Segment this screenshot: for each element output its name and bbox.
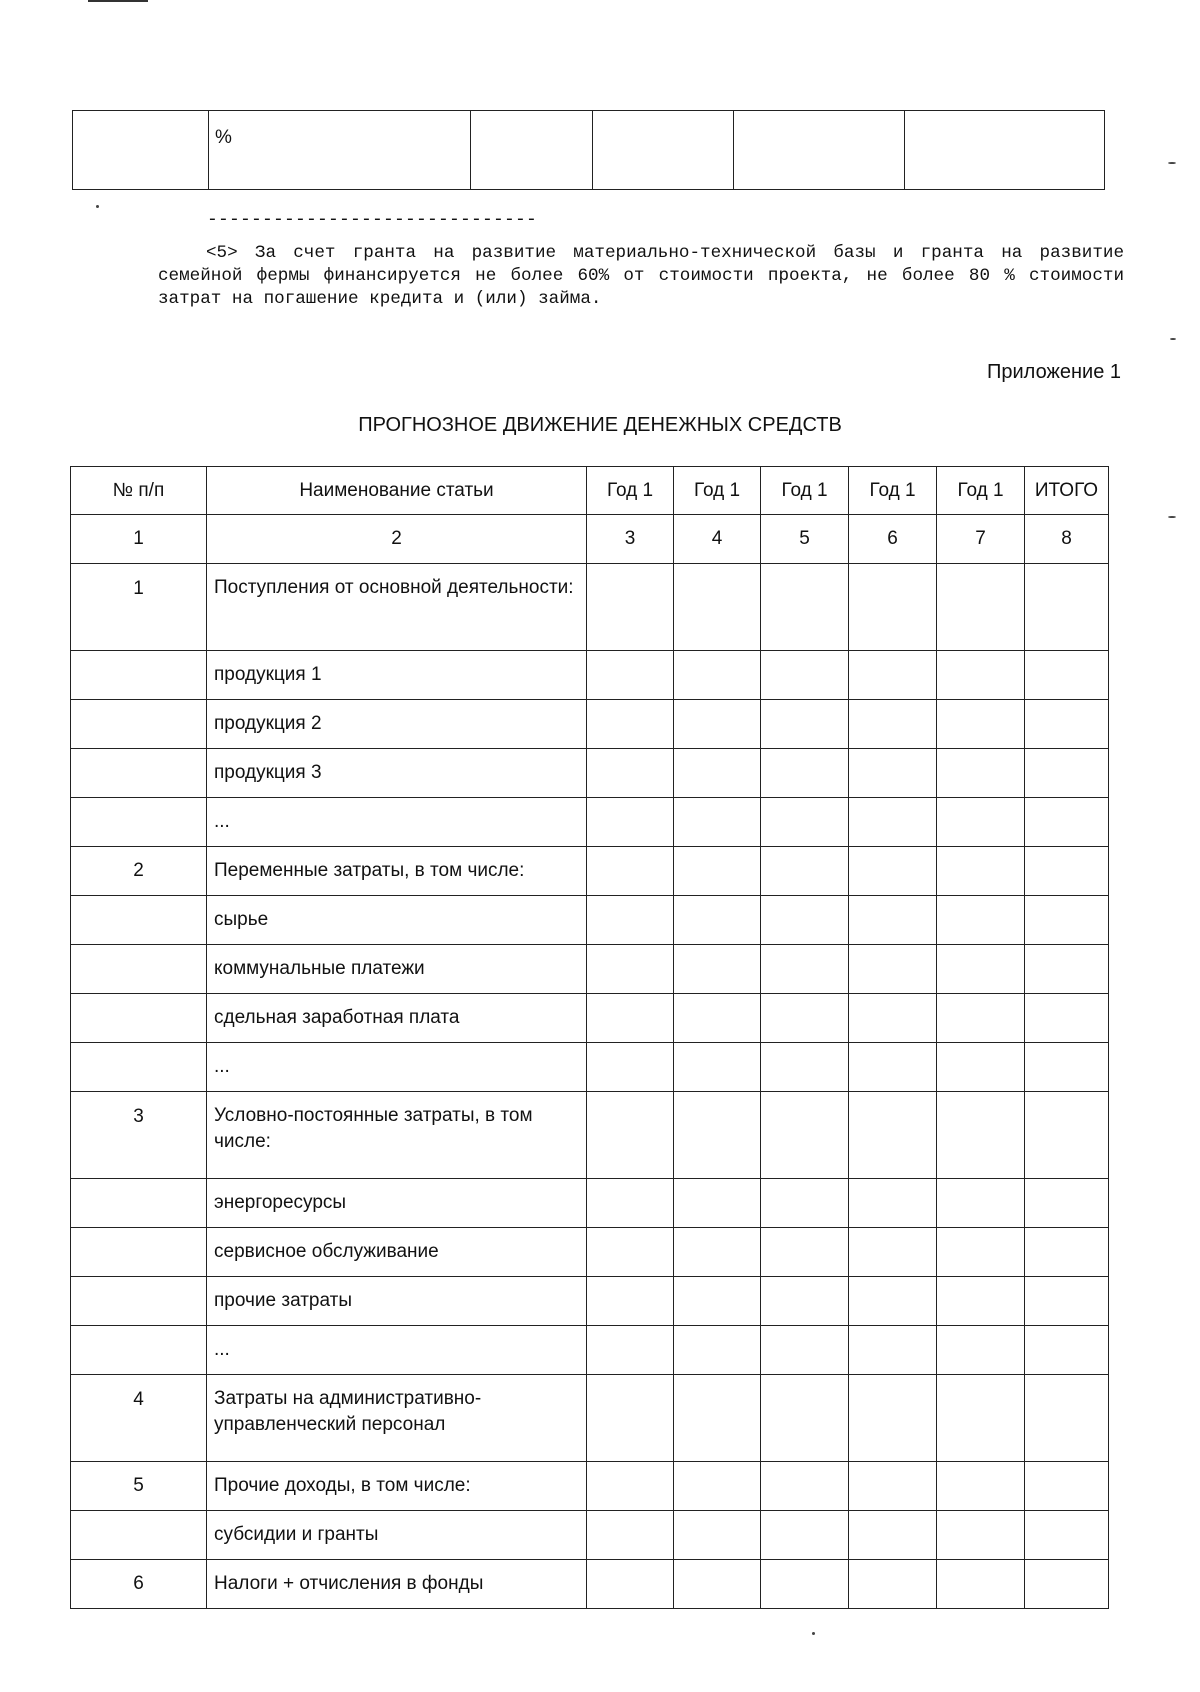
value-cell bbox=[1025, 798, 1109, 847]
header-cell: Год 1 bbox=[761, 467, 849, 515]
value-cell bbox=[849, 1092, 937, 1179]
value-cell bbox=[587, 945, 674, 994]
table-row bbox=[71, 1462, 1109, 1511]
value-cell bbox=[761, 1228, 849, 1277]
row-number-cell bbox=[71, 1326, 207, 1375]
row-name-cell: коммунальные платежи bbox=[207, 945, 587, 994]
table-row bbox=[71, 945, 1109, 994]
value-cell bbox=[674, 1277, 761, 1326]
value-cell bbox=[849, 700, 937, 749]
table-row bbox=[71, 749, 1109, 798]
continuation-cell bbox=[905, 111, 1105, 190]
value-cell bbox=[587, 1511, 674, 1560]
row-name-cell: продукция 3 bbox=[207, 749, 587, 798]
row-number-cell bbox=[71, 749, 207, 798]
row-name-cell: сырье bbox=[207, 896, 587, 945]
value-cell bbox=[674, 564, 761, 651]
table-row bbox=[71, 1092, 1109, 1179]
row-number-cell: 2 bbox=[71, 847, 207, 896]
value-cell bbox=[1025, 749, 1109, 798]
value-cell bbox=[849, 896, 937, 945]
row-name-cell: субсидии и гранты bbox=[207, 1511, 587, 1560]
table-row bbox=[71, 1277, 1109, 1326]
value-cell bbox=[1025, 564, 1109, 651]
value-cell bbox=[761, 994, 849, 1043]
value-cell bbox=[674, 1092, 761, 1179]
row-name-cell: продукция 2 bbox=[207, 700, 587, 749]
value-cell bbox=[1025, 1277, 1109, 1326]
value-cell bbox=[587, 1326, 674, 1375]
row-name-cell: энергоресурсы bbox=[207, 1179, 587, 1228]
table-header-row bbox=[71, 467, 1109, 515]
value-cell bbox=[1025, 1511, 1109, 1560]
value-cell bbox=[937, 1043, 1025, 1092]
table-row bbox=[71, 1375, 1109, 1462]
value-cell bbox=[674, 749, 761, 798]
value-cell bbox=[587, 564, 674, 651]
value-cell bbox=[1025, 994, 1109, 1043]
header-cell: Наименование статьи bbox=[207, 467, 587, 515]
value-cell bbox=[674, 1375, 761, 1462]
value-cell bbox=[937, 749, 1025, 798]
value-cell bbox=[849, 1228, 937, 1277]
value-cell bbox=[937, 651, 1025, 700]
value-cell bbox=[674, 651, 761, 700]
row-name-cell: ... bbox=[207, 798, 587, 847]
value-cell bbox=[1025, 1092, 1109, 1179]
table-row bbox=[71, 564, 1109, 651]
value-cell bbox=[674, 1228, 761, 1277]
value-cell bbox=[849, 1326, 937, 1375]
column-number-cell: 6 bbox=[849, 515, 937, 564]
scan-speck bbox=[96, 205, 99, 208]
value-cell bbox=[761, 1043, 849, 1092]
value-cell bbox=[937, 1179, 1025, 1228]
value-cell bbox=[674, 1511, 761, 1560]
row-name-cell: Условно-постоянные затраты, в том числе: bbox=[207, 1092, 587, 1179]
value-cell bbox=[849, 1462, 937, 1511]
value-cell bbox=[937, 1560, 1025, 1609]
value-cell bbox=[849, 1375, 937, 1462]
header-cell: Год 1 bbox=[587, 467, 674, 515]
table-row bbox=[71, 847, 1109, 896]
row-number-cell bbox=[71, 1228, 207, 1277]
value-cell bbox=[849, 1560, 937, 1609]
header-cell: Год 1 bbox=[674, 467, 761, 515]
value-cell bbox=[761, 798, 849, 847]
value-cell bbox=[849, 564, 937, 651]
row-number-cell: 1 bbox=[71, 564, 207, 651]
header-cell: Год 1 bbox=[849, 467, 937, 515]
value-cell bbox=[1025, 651, 1109, 700]
row-number-cell bbox=[71, 1511, 207, 1560]
value-cell bbox=[1025, 1375, 1109, 1462]
row-name-cell: сервисное обслуживание bbox=[207, 1228, 587, 1277]
value-cell bbox=[849, 1511, 937, 1560]
document-title: ПРОГНОЗНОЕ ДВИЖЕНИЕ ДЕНЕЖНЫХ СРЕДСТВ bbox=[358, 414, 842, 436]
scan-speck bbox=[1170, 338, 1176, 340]
value-cell bbox=[849, 798, 937, 847]
value-cell bbox=[674, 1326, 761, 1375]
value-cell bbox=[674, 994, 761, 1043]
value-cell bbox=[761, 1462, 849, 1511]
value-cell bbox=[849, 847, 937, 896]
row-name-cell: продукция 1 bbox=[207, 651, 587, 700]
column-number-cell: 4 bbox=[674, 515, 761, 564]
value-cell bbox=[587, 651, 674, 700]
table-row bbox=[71, 651, 1109, 700]
table-row bbox=[71, 994, 1109, 1043]
value-cell bbox=[761, 896, 849, 945]
value-cell bbox=[1025, 1228, 1109, 1277]
value-cell bbox=[761, 1375, 849, 1462]
value-cell bbox=[937, 945, 1025, 994]
value-cell bbox=[1025, 1560, 1109, 1609]
scan-speck bbox=[1168, 162, 1176, 164]
continuation-cell bbox=[593, 111, 734, 190]
value-cell bbox=[937, 1326, 1025, 1375]
row-number-cell bbox=[71, 994, 207, 1043]
value-cell bbox=[761, 1560, 849, 1609]
value-cell bbox=[937, 1277, 1025, 1326]
header-cell: Год 1 bbox=[937, 467, 1025, 515]
table-row bbox=[71, 1511, 1109, 1560]
cash-flow-table bbox=[70, 466, 1109, 1609]
value-cell bbox=[761, 651, 849, 700]
row-number-cell bbox=[71, 1179, 207, 1228]
column-number-cell: 5 bbox=[761, 515, 849, 564]
value-cell bbox=[937, 1375, 1025, 1462]
value-cell bbox=[849, 1043, 937, 1092]
value-cell bbox=[849, 1277, 937, 1326]
row-number-cell: 3 bbox=[71, 1092, 207, 1179]
value-cell bbox=[587, 1043, 674, 1092]
table-row bbox=[71, 700, 1109, 749]
value-cell bbox=[587, 1462, 674, 1511]
value-cell bbox=[849, 651, 937, 700]
column-number-cell: 8 bbox=[1025, 515, 1109, 564]
column-number-cell: 3 bbox=[587, 515, 674, 564]
footnote-separator: ------------------------------ bbox=[207, 210, 538, 230]
value-cell bbox=[937, 896, 1025, 945]
row-number-cell bbox=[71, 945, 207, 994]
row-name-cell: ... bbox=[207, 1043, 587, 1092]
value-cell bbox=[761, 700, 849, 749]
value-cell bbox=[587, 1277, 674, 1326]
continuation-cell bbox=[471, 111, 593, 190]
value-cell bbox=[761, 945, 849, 994]
value-cell bbox=[849, 1179, 937, 1228]
value-cell bbox=[937, 1511, 1025, 1560]
value-cell bbox=[674, 847, 761, 896]
value-cell bbox=[674, 1043, 761, 1092]
row-number-cell bbox=[71, 798, 207, 847]
row-name-cell: Переменные затраты, в том числе: bbox=[207, 847, 587, 896]
row-name-cell: Затраты на административно-управленческий персонал bbox=[207, 1375, 587, 1462]
column-number-cell: 2 bbox=[207, 515, 587, 564]
value-cell bbox=[937, 1228, 1025, 1277]
table-row bbox=[71, 798, 1109, 847]
value-cell bbox=[937, 847, 1025, 896]
table-row bbox=[71, 896, 1109, 945]
value-cell bbox=[761, 1277, 849, 1326]
footnote-text: <5> За счет гранта на развитие материально-технической базы и гранта на развитие семейной фермы финансируется не более 60% от стоимости проекта, не более 80 % стоимости затрат на погашение кредита и (или) займа. bbox=[158, 243, 1124, 309]
value-cell bbox=[761, 847, 849, 896]
scan-speck bbox=[812, 1632, 815, 1635]
row-number-cell: 5 bbox=[71, 1462, 207, 1511]
value-cell bbox=[761, 1092, 849, 1179]
value-cell bbox=[937, 700, 1025, 749]
row-number-cell bbox=[71, 1277, 207, 1326]
value-cell bbox=[1025, 896, 1109, 945]
table-row bbox=[71, 1228, 1109, 1277]
appendix-label: Приложение 1 bbox=[987, 361, 1121, 383]
value-cell bbox=[761, 749, 849, 798]
value-cell bbox=[587, 700, 674, 749]
value-cell bbox=[761, 564, 849, 651]
value-cell bbox=[587, 1092, 674, 1179]
value-cell bbox=[761, 1179, 849, 1228]
row-number-cell: 4 bbox=[71, 1375, 207, 1462]
row-name-cell: Налоги + отчисления в фонды bbox=[207, 1560, 587, 1609]
value-cell bbox=[937, 994, 1025, 1043]
value-cell bbox=[587, 749, 674, 798]
scan-speck bbox=[1168, 516, 1176, 518]
value-cell bbox=[587, 847, 674, 896]
value-cell bbox=[587, 994, 674, 1043]
continuation-cell bbox=[73, 111, 209, 190]
value-cell bbox=[587, 1228, 674, 1277]
continuation-row bbox=[73, 111, 1105, 190]
value-cell bbox=[1025, 1043, 1109, 1092]
table-row bbox=[71, 1179, 1109, 1228]
value-cell bbox=[674, 1179, 761, 1228]
row-number-cell bbox=[71, 896, 207, 945]
continuation-table bbox=[72, 110, 1105, 190]
row-number-cell bbox=[71, 700, 207, 749]
value-cell bbox=[587, 1560, 674, 1609]
value-cell bbox=[587, 798, 674, 847]
value-cell bbox=[674, 798, 761, 847]
row-name-cell: Прочие доходы, в том числе: bbox=[207, 1462, 587, 1511]
column-number-row bbox=[71, 515, 1109, 564]
value-cell bbox=[849, 945, 937, 994]
value-cell bbox=[1025, 945, 1109, 994]
header-cell: ИТОГО bbox=[1025, 467, 1109, 515]
value-cell bbox=[761, 1326, 849, 1375]
value-cell bbox=[674, 945, 761, 994]
value-cell bbox=[674, 1560, 761, 1609]
value-cell bbox=[587, 896, 674, 945]
value-cell bbox=[937, 1462, 1025, 1511]
row-name-cell: прочие затраты bbox=[207, 1277, 587, 1326]
table-row bbox=[71, 1326, 1109, 1375]
value-cell bbox=[1025, 1179, 1109, 1228]
continuation-cell bbox=[734, 111, 905, 190]
value-cell bbox=[849, 994, 937, 1043]
table-row bbox=[71, 1560, 1109, 1609]
row-name-cell: сдельная заработная плата bbox=[207, 994, 587, 1043]
value-cell bbox=[1025, 847, 1109, 896]
column-number-cell: 1 bbox=[71, 515, 207, 564]
row-name-cell: ... bbox=[207, 1326, 587, 1375]
value-cell bbox=[937, 798, 1025, 847]
row-number-cell bbox=[71, 651, 207, 700]
value-cell bbox=[1025, 700, 1109, 749]
page-edge-rule bbox=[88, 0, 148, 2]
column-number-cell: 7 bbox=[937, 515, 1025, 564]
value-cell bbox=[674, 700, 761, 749]
value-cell bbox=[587, 1375, 674, 1462]
row-number-cell: 6 bbox=[71, 1560, 207, 1609]
continuation-cell: % bbox=[209, 111, 471, 190]
value-cell bbox=[1025, 1326, 1109, 1375]
row-name-cell: Поступления от основной деятельности: bbox=[207, 564, 587, 651]
table-row bbox=[71, 1043, 1109, 1092]
value-cell bbox=[1025, 1462, 1109, 1511]
header-cell: № п/п bbox=[71, 467, 207, 515]
value-cell bbox=[587, 1179, 674, 1228]
value-cell bbox=[761, 1511, 849, 1560]
value-cell bbox=[674, 896, 761, 945]
value-cell bbox=[937, 564, 1025, 651]
value-cell bbox=[674, 1462, 761, 1511]
value-cell bbox=[849, 749, 937, 798]
row-number-cell bbox=[71, 1043, 207, 1092]
value-cell bbox=[937, 1092, 1025, 1179]
